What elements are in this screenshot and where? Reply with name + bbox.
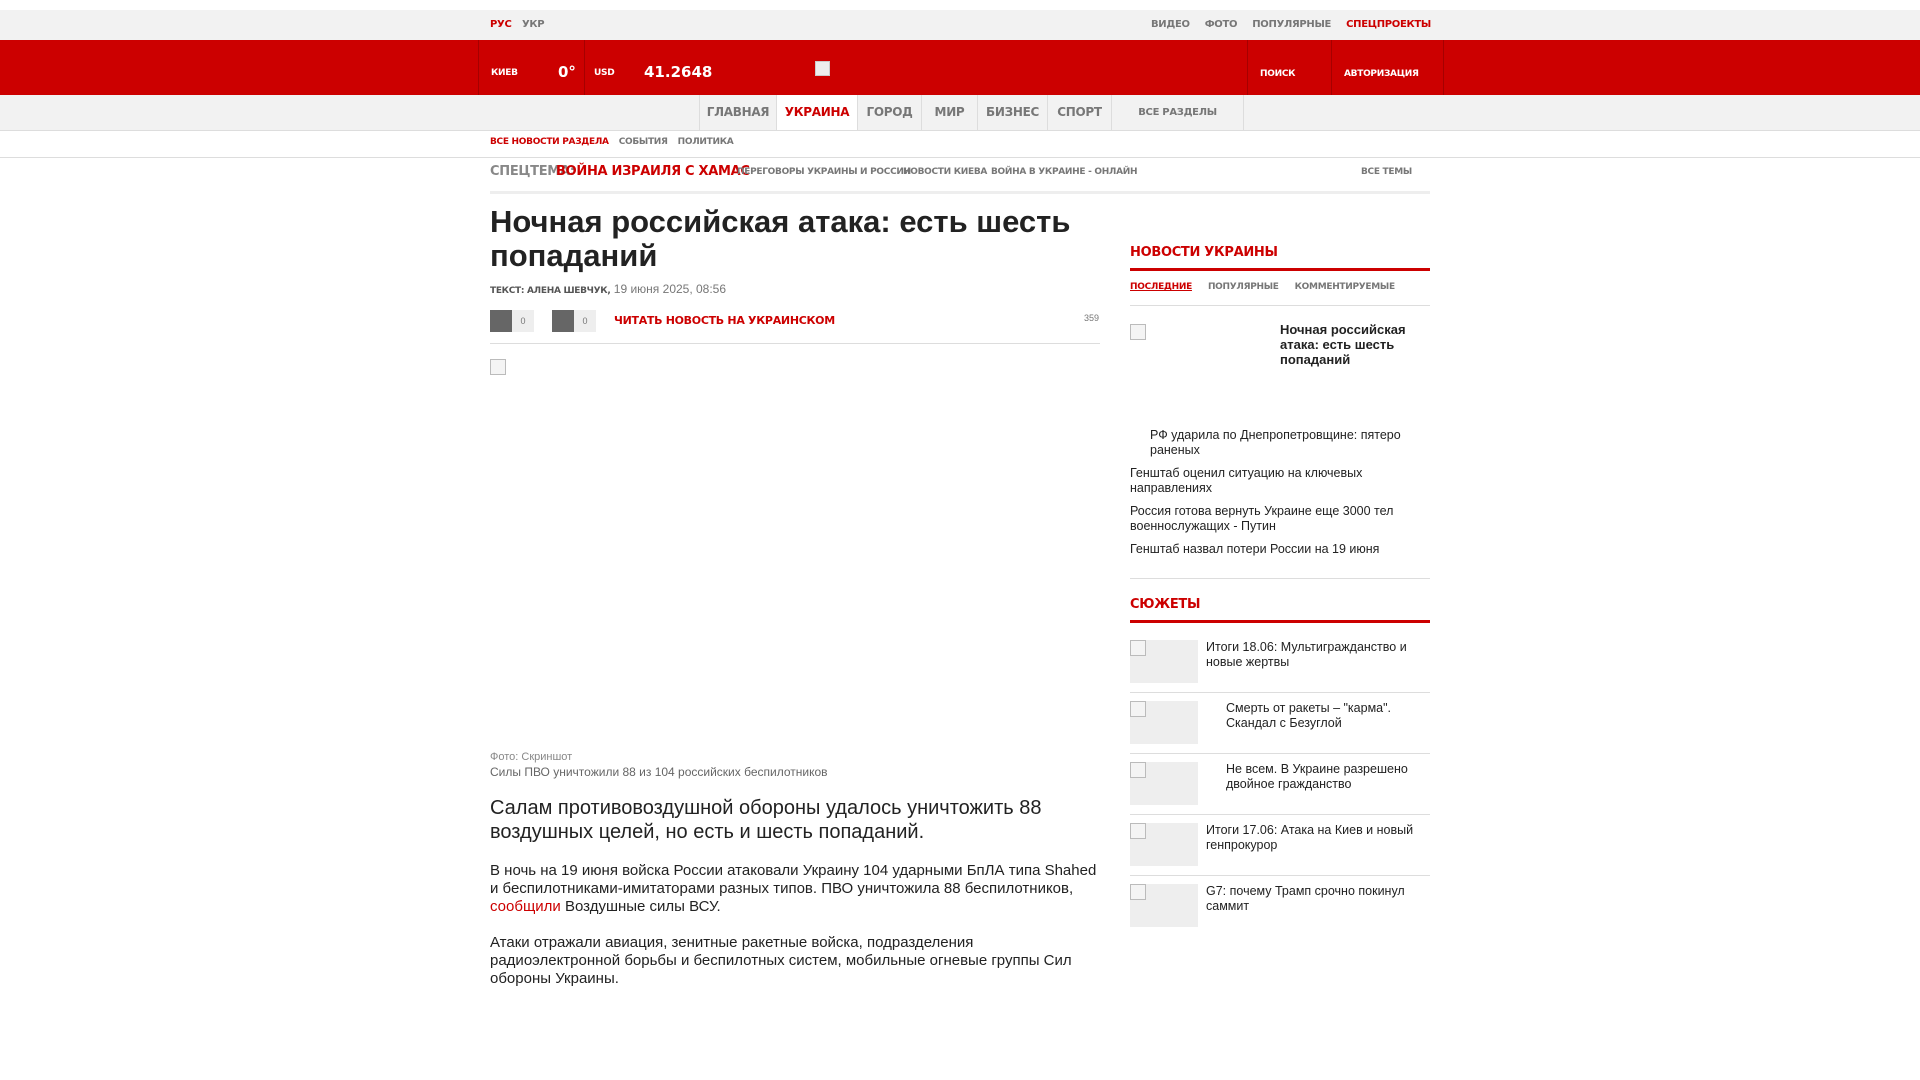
image-placeholder-icon xyxy=(490,359,506,375)
share-count: 0 xyxy=(574,310,596,332)
auth-button[interactable] xyxy=(1331,40,1444,95)
site-logo[interactable] xyxy=(815,61,830,76)
share-twitter[interactable] xyxy=(552,310,596,332)
paragraph-text: Воздушные силы ВСУ. xyxy=(560,898,721,915)
story-thumbnail xyxy=(1130,884,1198,927)
divider xyxy=(490,343,1100,344)
story-item[interactable] xyxy=(1130,693,1430,754)
story-thumbnail xyxy=(1130,701,1198,744)
article-paragraph xyxy=(490,862,1100,916)
image-placeholder-icon xyxy=(1130,823,1146,839)
news-list-item[interactable]: Генштаб оценил ситуацию на ключевых направлениях xyxy=(1130,466,1363,495)
image-placeholder-icon xyxy=(1130,701,1146,717)
search-label: ПОИСК xyxy=(1260,69,1296,79)
facebook-icon xyxy=(490,310,512,332)
article-meta xyxy=(490,282,726,296)
photo-source: Фото: Скриншот xyxy=(490,751,573,763)
source-link[interactable]: сообщили xyxy=(490,898,561,915)
story-title: G7: почему Трамп срочно покинул саммит xyxy=(1206,884,1405,913)
top-nav-video[interactable]: ВИДЕО xyxy=(1150,19,1190,30)
nav-all-sections[interactable]: ВСЕ РАЗДЕЛЫ xyxy=(1111,95,1244,130)
news-list-item[interactable]: Россия готова вернуть Украине еще 3000 тел военнослужащих - Путин xyxy=(1130,504,1394,533)
nav-ukraine[interactable]: УКРАИНА xyxy=(776,95,857,130)
share-count: 0 xyxy=(512,310,534,332)
main-nav xyxy=(0,95,1920,131)
currency-widget[interactable] xyxy=(584,40,713,95)
share-facebook[interactable] xyxy=(490,310,534,332)
currency-label: USD xyxy=(594,68,615,78)
story-thumbnail xyxy=(1130,762,1198,805)
story-title: Итоги 18.06: Мультигражданство и новые жертвы xyxy=(1206,640,1407,669)
read-in-ukrainian-link[interactable]: ЧИТАТЬ НОВОСТЬ НА УКРАИНСКОМ xyxy=(614,314,835,327)
header-bar xyxy=(0,40,1920,95)
special-topics xyxy=(490,164,1430,194)
currency-rate: 41.2648 xyxy=(644,63,713,81)
auth-label: АВТОРИЗАЦИЯ xyxy=(1344,69,1419,79)
top-nav-specprojects[interactable]: СПЕЦПРОЕКТЫ xyxy=(1346,19,1431,30)
article-author[interactable]: ТЕКСТ: АЛЕНА ШЕВЧУК, xyxy=(490,286,611,296)
lang-ru-link[interactable]: РУС xyxy=(490,19,512,30)
nav-main[interactable]: ГЛАВНАЯ xyxy=(699,95,776,130)
nav-sport[interactable]: СПОРТ xyxy=(1047,95,1111,130)
tab-latest[interactable]: ПОСЛЕДНИЕ xyxy=(1130,282,1192,292)
nav-world[interactable]: МИР xyxy=(921,95,977,130)
topics-label: СПЕЦТЕМА: xyxy=(490,164,575,179)
stories-heading[interactable]: СЮЖЕТЫ xyxy=(1130,597,1430,623)
divider xyxy=(1130,578,1430,579)
temperature-value: 0° xyxy=(558,63,576,81)
article-photo[interactable] xyxy=(490,359,1100,729)
story-item[interactable] xyxy=(1130,632,1430,693)
tab-popular[interactable]: ПОПУЛЯРНЫЕ xyxy=(1207,282,1279,292)
top-nav xyxy=(1151,19,1431,30)
news-list-item[interactable]: Генштаб назвал потери России на 19 июня xyxy=(1130,542,1380,556)
weather-widget[interactable] xyxy=(478,40,584,95)
search-button[interactable] xyxy=(1247,40,1331,95)
section-subnav xyxy=(490,137,733,147)
paragraph-text: В ночь на 19 июня войска России атаковали Украину 104 ударными БпЛА типа Shahed и беспилотниками-имитаторами разных типов. ПВО уничтожила 88 беспилотников, xyxy=(490,862,1097,897)
top-bar xyxy=(0,10,1920,40)
story-title: Смерть от ракеты – "карма". Скандал с Безуглой xyxy=(1226,701,1392,730)
all-topics-link[interactable]: ВСЕ ТЕМЫ xyxy=(1361,167,1412,177)
article-lead: Салам противовоздушной обороны удалось уничтожить 88 воздушных целей, но есть и шесть попаданий. xyxy=(490,797,1042,843)
story-thumbnail xyxy=(1130,823,1198,866)
subnav-bar xyxy=(0,130,1920,158)
tab-commented[interactable]: КОММЕНТИРУЕМЫЕ xyxy=(1294,282,1395,292)
article-paragraph: Атаки отражали авиация, зенитные ракетные войска, подразделения радиоэлектронной борьбы и беспилотных систем, мобильные огневые группы Сил обороны Украины. xyxy=(490,934,1072,987)
image-placeholder-icon xyxy=(1130,640,1146,656)
featured-news-image[interactable] xyxy=(1130,324,1146,345)
views-count: 359 xyxy=(1084,313,1100,323)
image-placeholder-icon xyxy=(1130,884,1146,900)
ukraine-news-heading[interactable]: НОВОСТИ УКРАИНЫ xyxy=(1130,245,1430,271)
story-item[interactable] xyxy=(1130,815,1430,876)
nav-city[interactable]: ГОРОД xyxy=(857,95,921,130)
story-title: Не всем. В Украине разрешено двойное гражданство xyxy=(1226,762,1408,791)
news-tabs xyxy=(1130,282,1430,306)
story-item[interactable] xyxy=(1130,876,1430,937)
twitter-icon xyxy=(552,310,574,332)
subnav-politics[interactable]: ПОЛИТИКА xyxy=(677,137,734,147)
article-title: Ночная российская атака: есть шесть попаданий xyxy=(490,204,1071,273)
topic-link[interactable]: ВОЙНА В УКРАИНЕ - ОНЛАЙН xyxy=(991,167,1138,177)
topic-link[interactable]: НОВОСТИ КИЕВА xyxy=(903,167,988,177)
image-placeholder-icon xyxy=(1130,762,1146,778)
image-placeholder-icon xyxy=(1130,324,1146,340)
top-nav-photo[interactable]: ФОТО xyxy=(1204,19,1238,30)
lang-ua-link[interactable]: УКР xyxy=(522,19,545,30)
subnav-all-news[interactable]: ВСЕ НОВОСТИ РАЗДЕЛА xyxy=(490,137,609,147)
subnav-events[interactable]: СОБЫТИЯ xyxy=(618,137,668,147)
story-item[interactable] xyxy=(1130,754,1430,815)
city-label: КИЕВ xyxy=(491,68,518,78)
article-date: 19 июня 2025, 08:56 xyxy=(613,282,727,296)
nav-business[interactable]: БИЗНЕС xyxy=(977,95,1047,130)
story-thumbnail xyxy=(1130,640,1198,683)
topic-link[interactable]: ПЕРЕГОВОРЫ УКРАИНЫ И РОССИИ xyxy=(737,167,911,177)
photo-caption: Силы ПВО уничтожили 88 из 104 российских беспилотников xyxy=(490,765,828,779)
topic-main-link[interactable]: ВОЙНА ИЗРАИЛЯ С ХАМАС xyxy=(556,164,750,179)
top-nav-popular[interactable]: ПОПУЛЯРНЫЕ xyxy=(1252,19,1332,30)
news-list-item[interactable]: РФ ударила по Днепропетровщине: пятеро раненых xyxy=(1150,428,1401,457)
story-title: Итоги 17.06: Атака на Киев и новый генпрокурор xyxy=(1206,823,1414,852)
featured-news-title[interactable]: Ночная российская атака: есть шесть попаданий xyxy=(1280,322,1406,367)
